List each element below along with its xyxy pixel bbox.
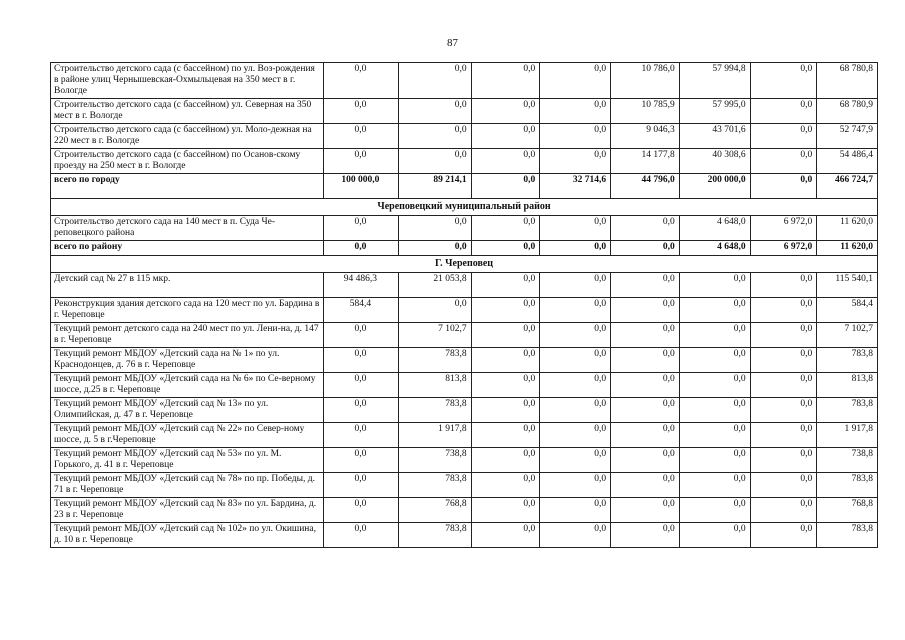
value-cell: 783,8 <box>398 473 471 498</box>
value-cell: 0,0 <box>679 473 750 498</box>
value-cell: 0,0 <box>750 273 817 298</box>
section-header-row <box>51 256 878 273</box>
value-cell: 68 780,8 <box>817 63 878 99</box>
value-cell: 0,0 <box>750 523 817 548</box>
value-cell: 0,0 <box>471 124 540 149</box>
value-cell: 0,0 <box>750 398 817 423</box>
value-cell: 0,0 <box>323 63 398 99</box>
value-cell: 0,0 <box>540 448 611 473</box>
total-row <box>51 174 878 199</box>
value-cell: 0,0 <box>611 298 680 323</box>
table-row <box>51 373 878 398</box>
table-row <box>51 216 878 241</box>
value-cell: 9 046,3 <box>611 124 680 149</box>
value-cell: 0,0 <box>540 348 611 373</box>
value-cell: 0,0 <box>323 216 398 241</box>
row-description: Текущий ремонт МБДОУ «Детский сада на № 6» по Се-верному шоссе, д.25 в г. Череповце <box>51 373 324 398</box>
value-cell: 1 917,8 <box>817 423 878 448</box>
value-cell: 43 701,6 <box>679 124 750 149</box>
value-cell: 57 995,0 <box>679 99 750 124</box>
value-cell: 768,8 <box>817 498 878 523</box>
page-number: 87 <box>447 37 458 49</box>
value-cell: 0,0 <box>323 448 398 473</box>
value-cell: 0,0 <box>471 99 540 124</box>
table-body <box>51 63 878 548</box>
row-description: Текущий ремонт МБДОУ «Детский сад № 53» по ул. М. Горького, д. 41 в г. Череповце <box>51 448 324 473</box>
value-cell: 0,0 <box>540 298 611 323</box>
value-cell: 0,0 <box>323 348 398 373</box>
table-row <box>51 99 878 124</box>
value-cell: 0,0 <box>611 448 680 473</box>
value-cell: 0,0 <box>540 523 611 548</box>
value-cell: 0,0 <box>611 423 680 448</box>
value-cell: 10 786,0 <box>611 63 680 99</box>
value-cell: 0,0 <box>323 323 398 348</box>
value-cell: 200 000,0 <box>679 174 750 199</box>
value-cell: 0,0 <box>398 298 471 323</box>
row-description: Детский сад № 27 в 115 мкр. <box>51 273 324 298</box>
row-description: Текущий ремонт МБДОУ «Детский сад № 22» по Север-ному шоссе, д. 5 в г.Череповце <box>51 423 324 448</box>
value-cell: 0,0 <box>611 273 680 298</box>
value-cell: 0,0 <box>750 174 817 199</box>
table-row <box>51 473 878 498</box>
value-cell: 0,0 <box>540 124 611 149</box>
value-cell: 57 994,8 <box>679 63 750 99</box>
value-cell: 40 308,6 <box>679 149 750 174</box>
value-cell: 0,0 <box>471 473 540 498</box>
value-cell: 0,0 <box>398 63 471 99</box>
value-cell: 0,0 <box>750 498 817 523</box>
value-cell: 0,0 <box>611 348 680 373</box>
row-description: всего по городу <box>51 174 324 199</box>
value-cell: 0,0 <box>471 149 540 174</box>
value-cell: 0,0 <box>750 63 817 99</box>
value-cell: 584,4 <box>817 298 878 323</box>
value-cell: 6 972,0 <box>750 241 817 256</box>
table-row <box>51 273 878 298</box>
value-cell: 0,0 <box>540 323 611 348</box>
value-cell: 0,0 <box>540 373 611 398</box>
section-title: Г. Череповец <box>51 256 878 273</box>
value-cell: 0,0 <box>398 149 471 174</box>
row-description: Текущий ремонт МБДОУ «Детский сад № 102» по ул. Окишина, д. 10 в г. Череповце <box>51 523 324 548</box>
value-cell: 0,0 <box>679 398 750 423</box>
value-cell: 11 620,0 <box>817 216 878 241</box>
value-cell: 0,0 <box>679 348 750 373</box>
value-cell: 0,0 <box>540 423 611 448</box>
value-cell: 0,0 <box>323 373 398 398</box>
value-cell: 0,0 <box>471 323 540 348</box>
row-description: Строительство детского сада (с бассейном) по ул. Воз-рождения в районе улиц Чернышевская-Охмыльцевая на 350 мест в г. Вологде <box>51 63 324 99</box>
table-row <box>51 63 878 99</box>
value-cell: 0,0 <box>398 241 471 256</box>
value-cell: 0,0 <box>611 373 680 398</box>
table-row <box>51 149 878 174</box>
value-cell: 32 714,6 <box>540 174 611 199</box>
value-cell: 0,0 <box>679 523 750 548</box>
value-cell: 0,0 <box>323 398 398 423</box>
value-cell: 4 648,0 <box>679 241 750 256</box>
value-cell: 0,0 <box>540 398 611 423</box>
value-cell: 54 486,4 <box>817 149 878 174</box>
section-title: Череповецкий муниципальный район <box>51 199 878 216</box>
value-cell: 6 972,0 <box>750 216 817 241</box>
value-cell: 7 102,7 <box>398 323 471 348</box>
value-cell: 783,8 <box>817 523 878 548</box>
table-row <box>51 348 878 373</box>
value-cell: 4 648,0 <box>679 216 750 241</box>
value-cell: 783,8 <box>817 348 878 373</box>
value-cell: 0,0 <box>540 63 611 99</box>
value-cell: 0,0 <box>750 348 817 373</box>
value-cell: 0,0 <box>323 124 398 149</box>
value-cell: 783,8 <box>398 398 471 423</box>
row-description: Строительство детского сада (с бассейном) по Осанов-скому проезду на 250 мест в г. Вологде <box>51 149 324 174</box>
value-cell: 0,0 <box>471 63 540 99</box>
value-cell: 0,0 <box>471 523 540 548</box>
value-cell: 0,0 <box>540 273 611 298</box>
value-cell: 0,0 <box>323 498 398 523</box>
value-cell: 466 724,7 <box>817 174 878 199</box>
value-cell: 0,0 <box>750 99 817 124</box>
table-row <box>51 498 878 523</box>
value-cell: 813,8 <box>398 373 471 398</box>
value-cell: 0,0 <box>471 216 540 241</box>
value-cell: 0,0 <box>323 473 398 498</box>
value-cell: 0,0 <box>679 423 750 448</box>
value-cell: 0,0 <box>611 498 680 523</box>
value-cell: 0,0 <box>750 298 817 323</box>
row-description: Текущий ремонт МБДОУ «Детский сад № 83» по ул. Бардина, д. 23 в г. Череповце <box>51 498 324 523</box>
value-cell: 0,0 <box>750 423 817 448</box>
value-cell: 0,0 <box>323 523 398 548</box>
value-cell: 0,0 <box>471 498 540 523</box>
value-cell: 0,0 <box>611 241 680 256</box>
value-cell: 0,0 <box>471 398 540 423</box>
value-cell: 0,0 <box>679 448 750 473</box>
row-description: Строительство детского сада (с бассейном) ул. Северная на 350 мест в г. Вологде <box>51 99 324 124</box>
value-cell: 813,8 <box>817 373 878 398</box>
value-cell: 7 102,7 <box>817 323 878 348</box>
value-cell: 0,0 <box>471 273 540 298</box>
value-cell: 100 000,0 <box>323 174 398 199</box>
value-cell: 89 214,1 <box>398 174 471 199</box>
value-cell: 52 747,9 <box>817 124 878 149</box>
value-cell: 10 785,9 <box>611 99 680 124</box>
value-cell: 0,0 <box>471 373 540 398</box>
row-description: Строительство детского сада на 140 мест в п. Суда Че-реповецкого района <box>51 216 324 241</box>
value-cell: 0,0 <box>679 373 750 398</box>
table-row <box>51 398 878 423</box>
value-cell: 0,0 <box>540 149 611 174</box>
value-cell: 0,0 <box>679 298 750 323</box>
value-cell: 11 620,0 <box>817 241 878 256</box>
value-cell: 0,0 <box>323 423 398 448</box>
table-row <box>51 298 878 323</box>
table-row <box>51 523 878 548</box>
value-cell: 0,0 <box>679 323 750 348</box>
value-cell: 94 486,3 <box>323 273 398 298</box>
value-cell: 0,0 <box>471 348 540 373</box>
value-cell: 0,0 <box>540 99 611 124</box>
row-description: Строительство детского сада (с бассейном) ул. Моло-дежная на 220 мест в г. Вологде <box>51 124 324 149</box>
value-cell: 0,0 <box>540 498 611 523</box>
value-cell: 0,0 <box>750 124 817 149</box>
value-cell: 0,0 <box>540 216 611 241</box>
row-description: Текущий ремонт МБДОУ «Детский сад № 13» по ул. Олимпийская, д. 47 в г. Череповце <box>51 398 324 423</box>
row-description: всего по району <box>51 241 324 256</box>
value-cell: 44 796,0 <box>611 174 680 199</box>
value-cell: 768,8 <box>398 498 471 523</box>
value-cell: 0,0 <box>471 448 540 473</box>
table-row <box>51 124 878 149</box>
value-cell: 783,8 <box>817 473 878 498</box>
value-cell: 783,8 <box>817 398 878 423</box>
value-cell: 0,0 <box>398 124 471 149</box>
row-description: Текущий ремонт детского сада на 240 мест по ул. Лени-на, д. 147 в г. Череповце <box>51 323 324 348</box>
value-cell: 0,0 <box>750 373 817 398</box>
value-cell: 0,0 <box>750 448 817 473</box>
value-cell: 0,0 <box>750 149 817 174</box>
total-row <box>51 241 878 256</box>
value-cell: 738,8 <box>398 448 471 473</box>
value-cell: 115 540,1 <box>817 273 878 298</box>
value-cell: 0,0 <box>679 498 750 523</box>
value-cell: 0,0 <box>611 216 680 241</box>
section-header-row <box>51 199 878 216</box>
table-row <box>51 448 878 473</box>
value-cell: 0,0 <box>611 473 680 498</box>
value-cell: 783,8 <box>398 523 471 548</box>
value-cell: 783,8 <box>398 348 471 373</box>
value-cell: 738,8 <box>817 448 878 473</box>
value-cell: 0,0 <box>750 473 817 498</box>
table-row <box>51 323 878 348</box>
value-cell: 0,0 <box>611 523 680 548</box>
value-cell: 0,0 <box>471 298 540 323</box>
value-cell: 1 917,8 <box>398 423 471 448</box>
table-row <box>51 423 878 448</box>
value-cell: 0,0 <box>750 323 817 348</box>
budget-table <box>50 62 878 548</box>
value-cell: 0,0 <box>679 273 750 298</box>
value-cell: 0,0 <box>471 241 540 256</box>
value-cell: 0,0 <box>323 241 398 256</box>
value-cell: 0,0 <box>398 99 471 124</box>
value-cell: 0,0 <box>323 149 398 174</box>
value-cell: 21 053,8 <box>398 273 471 298</box>
row-description: Текущий ремонт МБДОУ «Детский сада на № 1» по ул. Краснодонцев, д. 76 в г. Череповце <box>51 348 324 373</box>
value-cell: 0,0 <box>540 241 611 256</box>
value-cell: 68 780,9 <box>817 99 878 124</box>
value-cell: 14 177,8 <box>611 149 680 174</box>
value-cell: 0,0 <box>323 99 398 124</box>
value-cell: 0,0 <box>398 216 471 241</box>
value-cell: 584,4 <box>323 298 398 323</box>
value-cell: 0,0 <box>471 174 540 199</box>
value-cell: 0,0 <box>611 398 680 423</box>
value-cell: 0,0 <box>540 473 611 498</box>
row-description: Реконструкция здания детского сада на 120 мест по ул. Бардина в г. Череповце <box>51 298 324 323</box>
value-cell: 0,0 <box>611 323 680 348</box>
row-description: Текущий ремонт МБДОУ «Детский сад № 78» по пр. Победы, д. 71 в г. Череповце <box>51 473 324 498</box>
value-cell: 0,0 <box>471 423 540 448</box>
